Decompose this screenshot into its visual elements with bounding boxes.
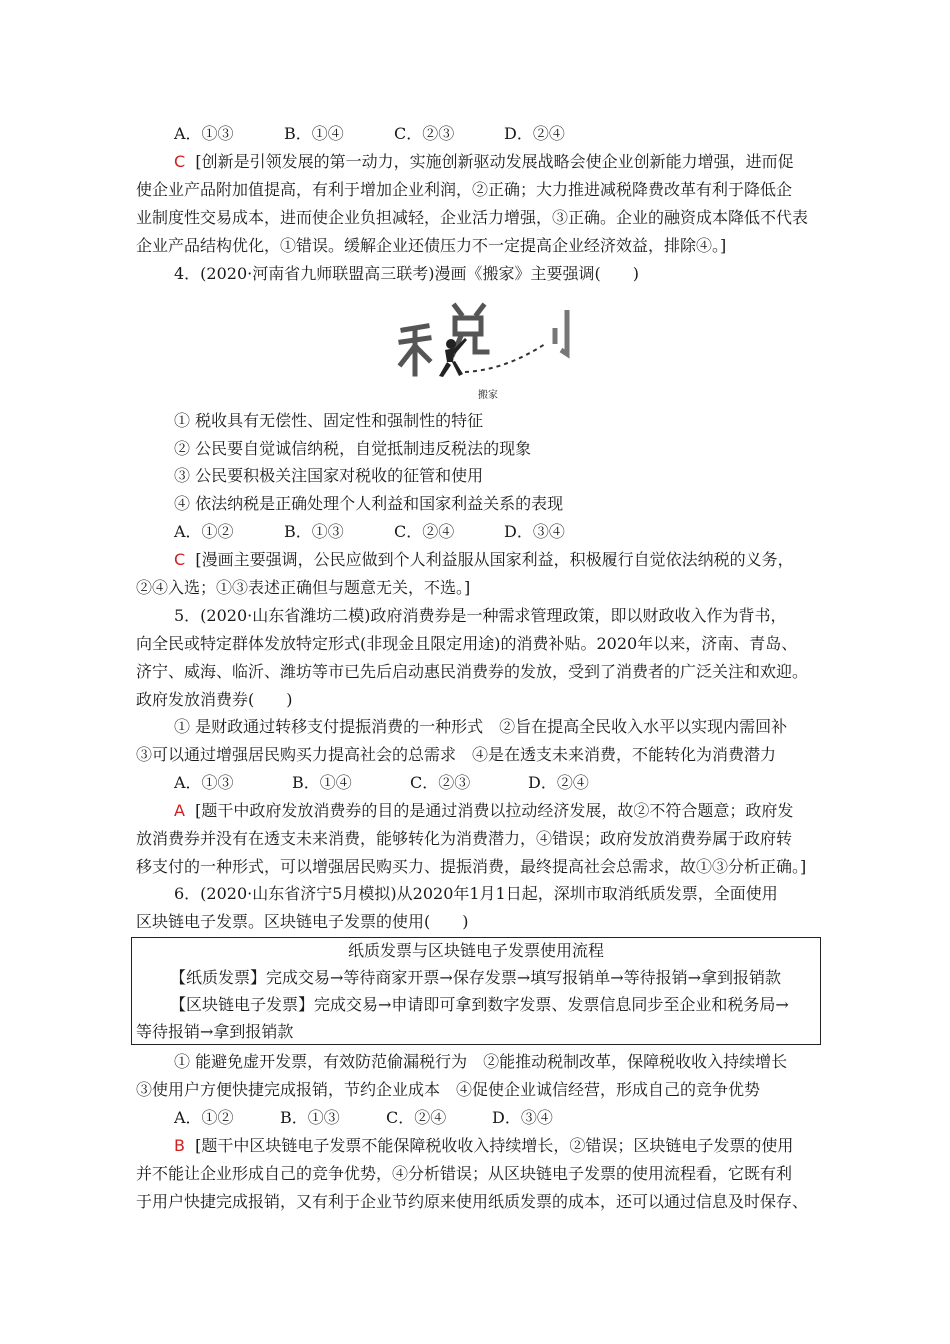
q5-option-d: D．②④ <box>528 773 589 792</box>
flow-blockchain-1: 【区块链电子发票】完成交易→申请即可拿到数字发票、发票信息同步至企业和税务局→ <box>170 995 789 1014</box>
q6-answer-letter: B <box>174 1136 185 1155</box>
q3-explanation-0: [创新是引领发展的第一动力，实施创新驱动发展战略会使企业创新能力增强，进而促 <box>195 152 794 171</box>
q4-statement-2: ② 公民要自觉诚信纳税，自觉抵制违反税法的现象 <box>174 439 532 458</box>
q5-stem-2: 济宁、威海、临沂、潍坊等市已先后启动惠民消费券的发放，受到了消费者的广泛关注和欢迎。 <box>136 662 809 681</box>
remaining-stroke-icon <box>555 310 567 354</box>
q4-option-c: C．②④ <box>394 522 455 541</box>
q5-stem-3: 政府发放消费券( ) <box>136 690 293 709</box>
q6-options <box>174 1108 553 1128</box>
q6-explanation-0: [题干中区块链电子发票不能保障税收收入持续增长，②错误；区块链电子发票的使用 <box>195 1136 794 1155</box>
q5-answer-letter: A <box>174 801 185 820</box>
q4-explanation-1: ②④入选；①③表述正确但与题意无关，不选。] <box>136 578 471 597</box>
q3-option-d: D．②④ <box>504 124 565 143</box>
flow-paper: 【纸质发票】完成交易→等待商家开票→保存发票→填写报销单→等待报销→拿到报销款 <box>170 968 782 987</box>
q6-explanation-1: 并不能让企业形成自己的竞争优势，④分析错误；从区块链电子发票的使用流程看，它既有利 <box>136 1164 793 1183</box>
tax-character-icon <box>401 306 487 374</box>
q3-answer-line <box>174 152 794 172</box>
q3-options <box>174 124 565 144</box>
running-figure-icon <box>439 338 467 377</box>
q4-option-d: D．③④ <box>504 522 565 541</box>
q4-option-b: B．①③ <box>284 522 344 541</box>
cartoon-caption: 搬家 <box>478 390 498 401</box>
q4-statement-3: ③ 公民要积极关注国家对税收的征管和使用 <box>174 466 484 485</box>
q6-statement-row-2: ③使用户方便快捷完成报销，节约企业成本 ④促使企业诚信经营，形成自己的竞争优势 <box>136 1080 761 1099</box>
q3-explanation-2: 业制度性交易成本，进而使企业负担减轻，企业活力增强，③正确。企业的融资成本降低不代表 <box>136 208 809 227</box>
q6-stem-1: 区块链电子发票。区块链电子发票的使用( ) <box>136 912 469 931</box>
q5-explanation-0: [题干中政府发放消费券的目的是通过消费以拉动经济发展，故②不符合题意；政府发 <box>195 801 794 820</box>
q5-explanation-2: 移支付的一种形式，可以增强居民购买力、提振消费，最终提高社会总需求，故①③分析正确。] <box>136 857 807 876</box>
q4-option-a: A．①② <box>174 522 234 541</box>
q4-answer-letter: C <box>174 550 186 569</box>
q4-explanation-0: [漫画主要强调，公民应做到个人利益服从国家利益，积极履行自觉依法纳税的义务， <box>195 550 794 569</box>
moving-house-cartoon <box>395 300 585 380</box>
q6-option-a: A．①② <box>174 1108 234 1127</box>
q6-statement-row-1: ① 能避免虚开发票，有效防范偷漏税行为 ②能推动税制改革，保障税收收入持续增长 <box>174 1052 788 1071</box>
q4-statement-1: ① 税收具有无偿性、固定性和强制性的特征 <box>174 411 484 430</box>
q3-answer-letter: C <box>174 152 186 171</box>
q3-explanation-3: 企业产品结构优化，①错误。缓解企业还债压力不一定提高企业经济效益，排除④。] <box>136 236 727 255</box>
q4-statement-4: ④ 依法纳税是正确处理个人利益和国家利益关系的表现 <box>174 494 564 513</box>
q6-option-d: D．③④ <box>492 1108 553 1127</box>
q5-option-a: A．①③ <box>174 773 234 792</box>
q4-stem: 4．(2020·河南省九师联盟高三联考)漫画《搬家》主要强调( ) <box>174 264 639 283</box>
q3-option-c: C．②③ <box>394 124 455 143</box>
q3-option-a: A．①③ <box>174 124 234 143</box>
invoice-flow-box <box>131 937 821 1045</box>
q6-answer-line <box>174 1136 793 1156</box>
q3-explanation-1: 使企业产品附加值提高，有利于增加企业利润，②正确；大力推进减税降费改革有利于降低企 <box>136 180 793 199</box>
q6-stem-0: 6．(2020·山东省济宁5月模拟)从2020年1月1日起，深圳市取消纸质发票，全面使用 <box>174 884 778 903</box>
q5-answer-line <box>174 801 793 821</box>
q5-explanation-1: 放消费券并没有在透支未来消费，能够转化为消费潜力，④错误；政府发放消费券属于政府转 <box>136 829 793 848</box>
q5-statement-row-1: ① 是财政通过转移支付提振消费的一种形式 ②旨在提高全民收入水平以实现内需回补 <box>174 717 788 736</box>
q5-stem-1: 向全民或特定群体发放特定形式(非现金且限定用途)的消费补贴。2020年以来，济南、青岛、 <box>136 634 798 653</box>
q5-option-b: B．①④ <box>292 773 352 792</box>
q4-options <box>174 522 565 542</box>
flow-title: 纸质发票与区块链电子发票使用流程 <box>347 941 604 960</box>
q5-statement-row-2: ③可以通过增强居民购买力提高社会的总需求 ④是在透支未来消费，不能转化为消费潜力 <box>136 745 777 764</box>
flow-blockchain-2: 等待报销→拿到报销款 <box>136 1022 294 1041</box>
q3-option-b: B．①④ <box>284 124 344 143</box>
q5-options <box>174 773 589 793</box>
q6-explanation-2: 于用户快捷完成报销，又有利于企业节约原来使用纸质发票的成本，还可以通过信息及时保存、 <box>136 1192 809 1211</box>
q4-answer-line <box>174 550 794 570</box>
q6-option-b: B．①③ <box>280 1108 340 1127</box>
q5-stem-0: 5．(2020·山东省潍坊二模)政府消费券是一种需求管理政策，即以财政收入作为背书， <box>174 606 787 625</box>
q6-option-c: C．②④ <box>386 1108 447 1127</box>
q5-option-c: C．②③ <box>410 773 471 792</box>
